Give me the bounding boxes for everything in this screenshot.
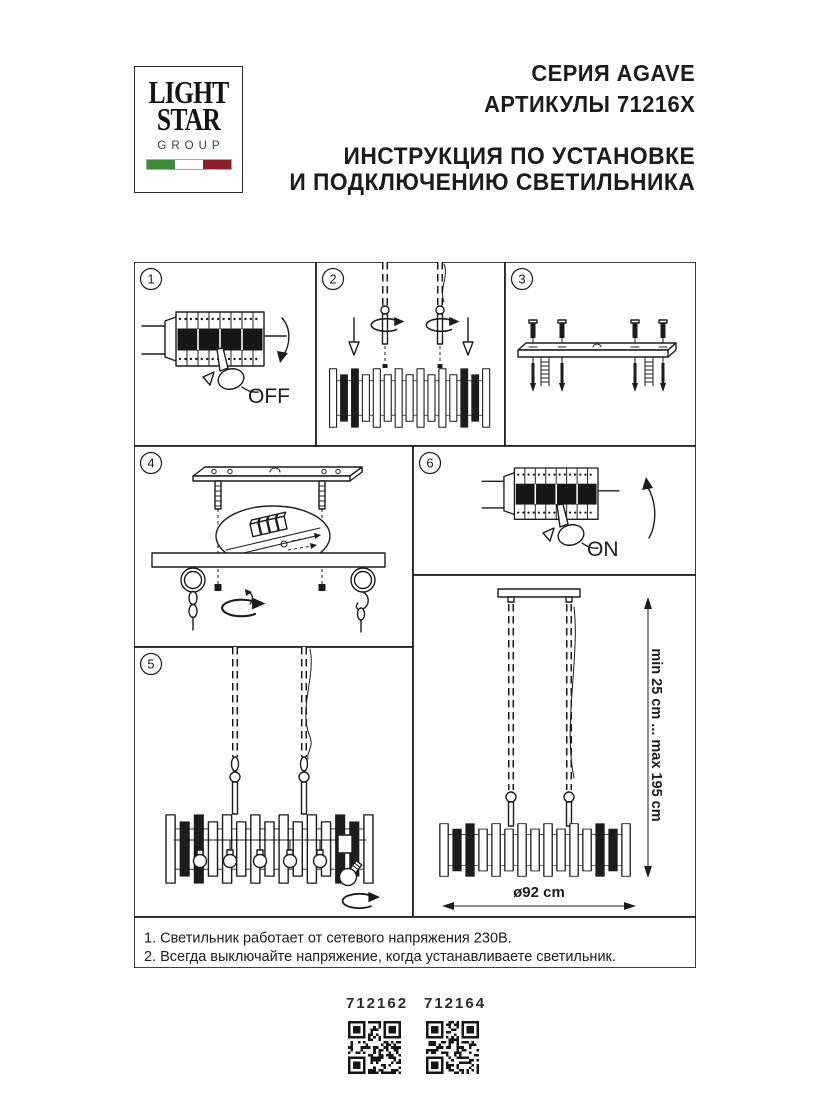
step3-number: 3 — [518, 271, 526, 287]
ceiling-bracket — [193, 467, 362, 481]
step4-number: 4 — [147, 455, 155, 471]
logo-word-light: LIGHT — [148, 74, 229, 110]
article-712162 — [346, 995, 409, 1074]
note-line-2: 2. Всегда выключайте напряжение, когда устанавливаете светильник. — [144, 949, 616, 965]
instruction-title-line1: ИНСТРУКЦИЯ ПО УСТАНОВКЕ — [343, 143, 695, 170]
off-label: OFF — [248, 385, 290, 408]
step6-number: 6 — [426, 455, 434, 471]
height-range-label: min 25 cm ... max 195 cm — [648, 648, 664, 822]
step2-number: 2 — [329, 271, 337, 287]
on-label: ON — [587, 538, 619, 561]
qr-code — [348, 1021, 401, 1074]
instruction-title-line2: И ПОДКЛЮЧЕНИЮ СВЕТИЛЬНИКА — [289, 169, 695, 196]
article-code: 712164 — [424, 995, 487, 1012]
step5-number: 5 — [147, 656, 155, 672]
step1-number: 1 — [147, 271, 155, 287]
canopy-bar — [152, 553, 385, 567]
series-title: СЕРИЯ AGAVE — [531, 60, 695, 86]
article-712164 — [424, 995, 487, 1074]
bulb-socket — [338, 835, 352, 853]
article-code: 712162 — [346, 995, 409, 1012]
qr-code — [426, 1021, 479, 1074]
chandelier-drum — [330, 369, 490, 428]
ceiling-plate — [498, 589, 580, 597]
logo-word-star: STAR — [156, 101, 221, 137]
note-line-1: 1. Светильник работает от сетевого напряжения 230В. — [144, 930, 512, 947]
chandelier-drum — [440, 824, 630, 877]
diameter-label: ø92 cm — [513, 884, 565, 901]
logo-word-group: GROUP — [157, 140, 225, 152]
mounting-bracket — [518, 343, 676, 357]
installation-diagram — [134, 262, 696, 968]
articles-title: АРТИКУЛЫ 71216X — [483, 91, 695, 117]
header-titles — [289, 58, 695, 196]
lightstar-logo — [134, 66, 243, 193]
italian-flag-bar — [146, 159, 232, 170]
